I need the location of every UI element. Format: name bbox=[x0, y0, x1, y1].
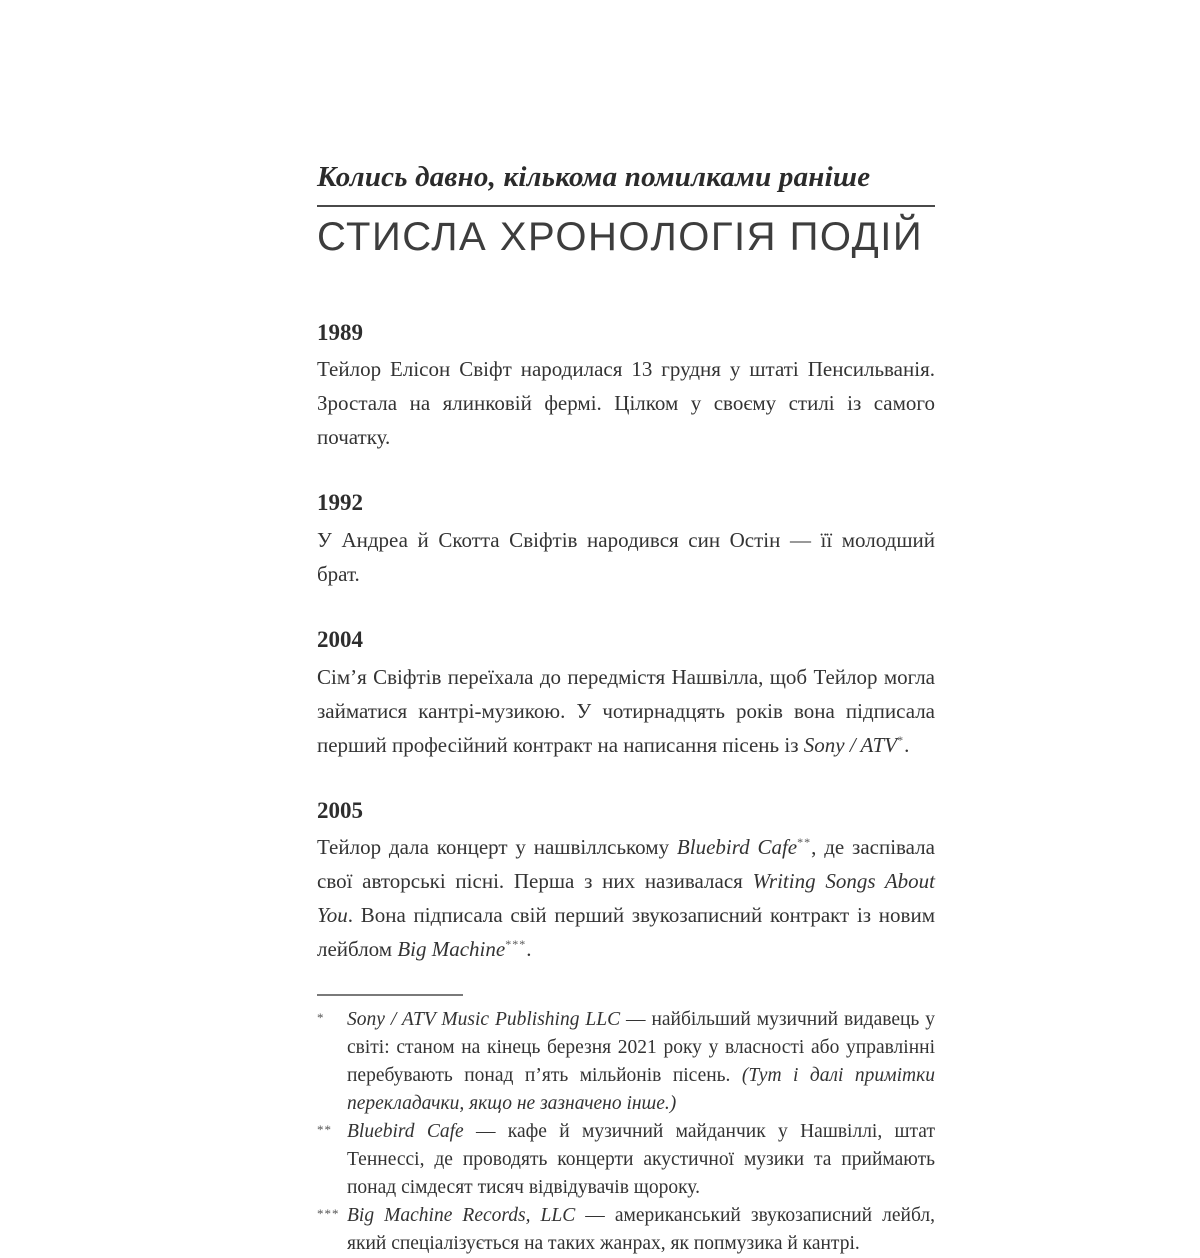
footnote-divider bbox=[317, 994, 463, 996]
entry-text: Тейлор Елісон Свіфт народилася 13 грудня у штаті Пенсильванія. Зростала на ялинковій фермі. Цілком у своєму стилі із самого початку. bbox=[317, 357, 935, 450]
footnote-marker: ** bbox=[317, 1122, 332, 1138]
book-page bbox=[317, 0, 935, 1258]
entry-year: 2005 bbox=[317, 797, 363, 823]
timeline bbox=[317, 319, 935, 966]
timeline-entry-2005 bbox=[317, 797, 935, 967]
footnote-text: Bluebird Cafe — кафе й музичний майданчик у Нашвіллі, штат Теннессі, де проводять концерти акустичної музики та приймають понад сімдесят тисяч відвідувачів щороку. bbox=[347, 1121, 935, 1199]
footnotes-section bbox=[317, 994, 935, 1258]
timeline-entry-2004 bbox=[317, 626, 935, 762]
footnote-bluebird-cafe bbox=[317, 1118, 935, 1202]
header-divider bbox=[317, 205, 935, 207]
footnote-marker: * bbox=[317, 1010, 325, 1026]
page-title: СТИСЛА ХРОНОЛОГІЯ ПОДІЙ bbox=[317, 214, 924, 259]
entry-text: Сім’я Свіфтів переїхала до передмістя Нашвілла, щоб Тейлор могла займатися кантрі-музикою. У чотирнадцять років вона підписала перший професійний контракт на написання пісень із Sony / ATV*. bbox=[317, 664, 935, 757]
chapter-kicker: Колись давно, кількома помилками раніше bbox=[317, 161, 871, 193]
timeline-entry-1989 bbox=[317, 319, 935, 455]
footnote-text: Sony / ATV Music Publishing LLC — найбільший музичний видавець у світі: станом на кінець березня 2021 року у власності або управлінні перебувають понад п’ять мільйонів пісень. (Тут і далі примітки перекладачки, якщо не зазначено інше.) bbox=[347, 1009, 935, 1115]
entry-text: Тейлор дала концерт у нашвіллському Bluebird Cafe**, де заспівала свої авторські пісні. Перша з них називалася Writing Songs About You. Вона підписала свій перший звукозаписний контракт із новим лейблом Big Machine***. bbox=[317, 835, 936, 962]
entry-year: 2004 bbox=[317, 626, 363, 652]
footnote-big-machine bbox=[317, 1202, 935, 1258]
timeline-entry-1992 bbox=[317, 489, 935, 591]
footnote-text: Big Machine Records, LLC — американський звукозаписний лейбл, який спеціалізується на таких жанрах, як попмузика й кантрі. bbox=[347, 1205, 935, 1255]
entry-year: 1989 bbox=[317, 319, 363, 345]
footnote-sony-atv bbox=[317, 1006, 935, 1118]
footnote-marker: *** bbox=[317, 1206, 340, 1222]
entry-text: У Андреа й Скотта Свіфтів народився син Остін — її молодший брат. bbox=[317, 527, 935, 586]
entry-year: 1992 bbox=[317, 490, 363, 516]
